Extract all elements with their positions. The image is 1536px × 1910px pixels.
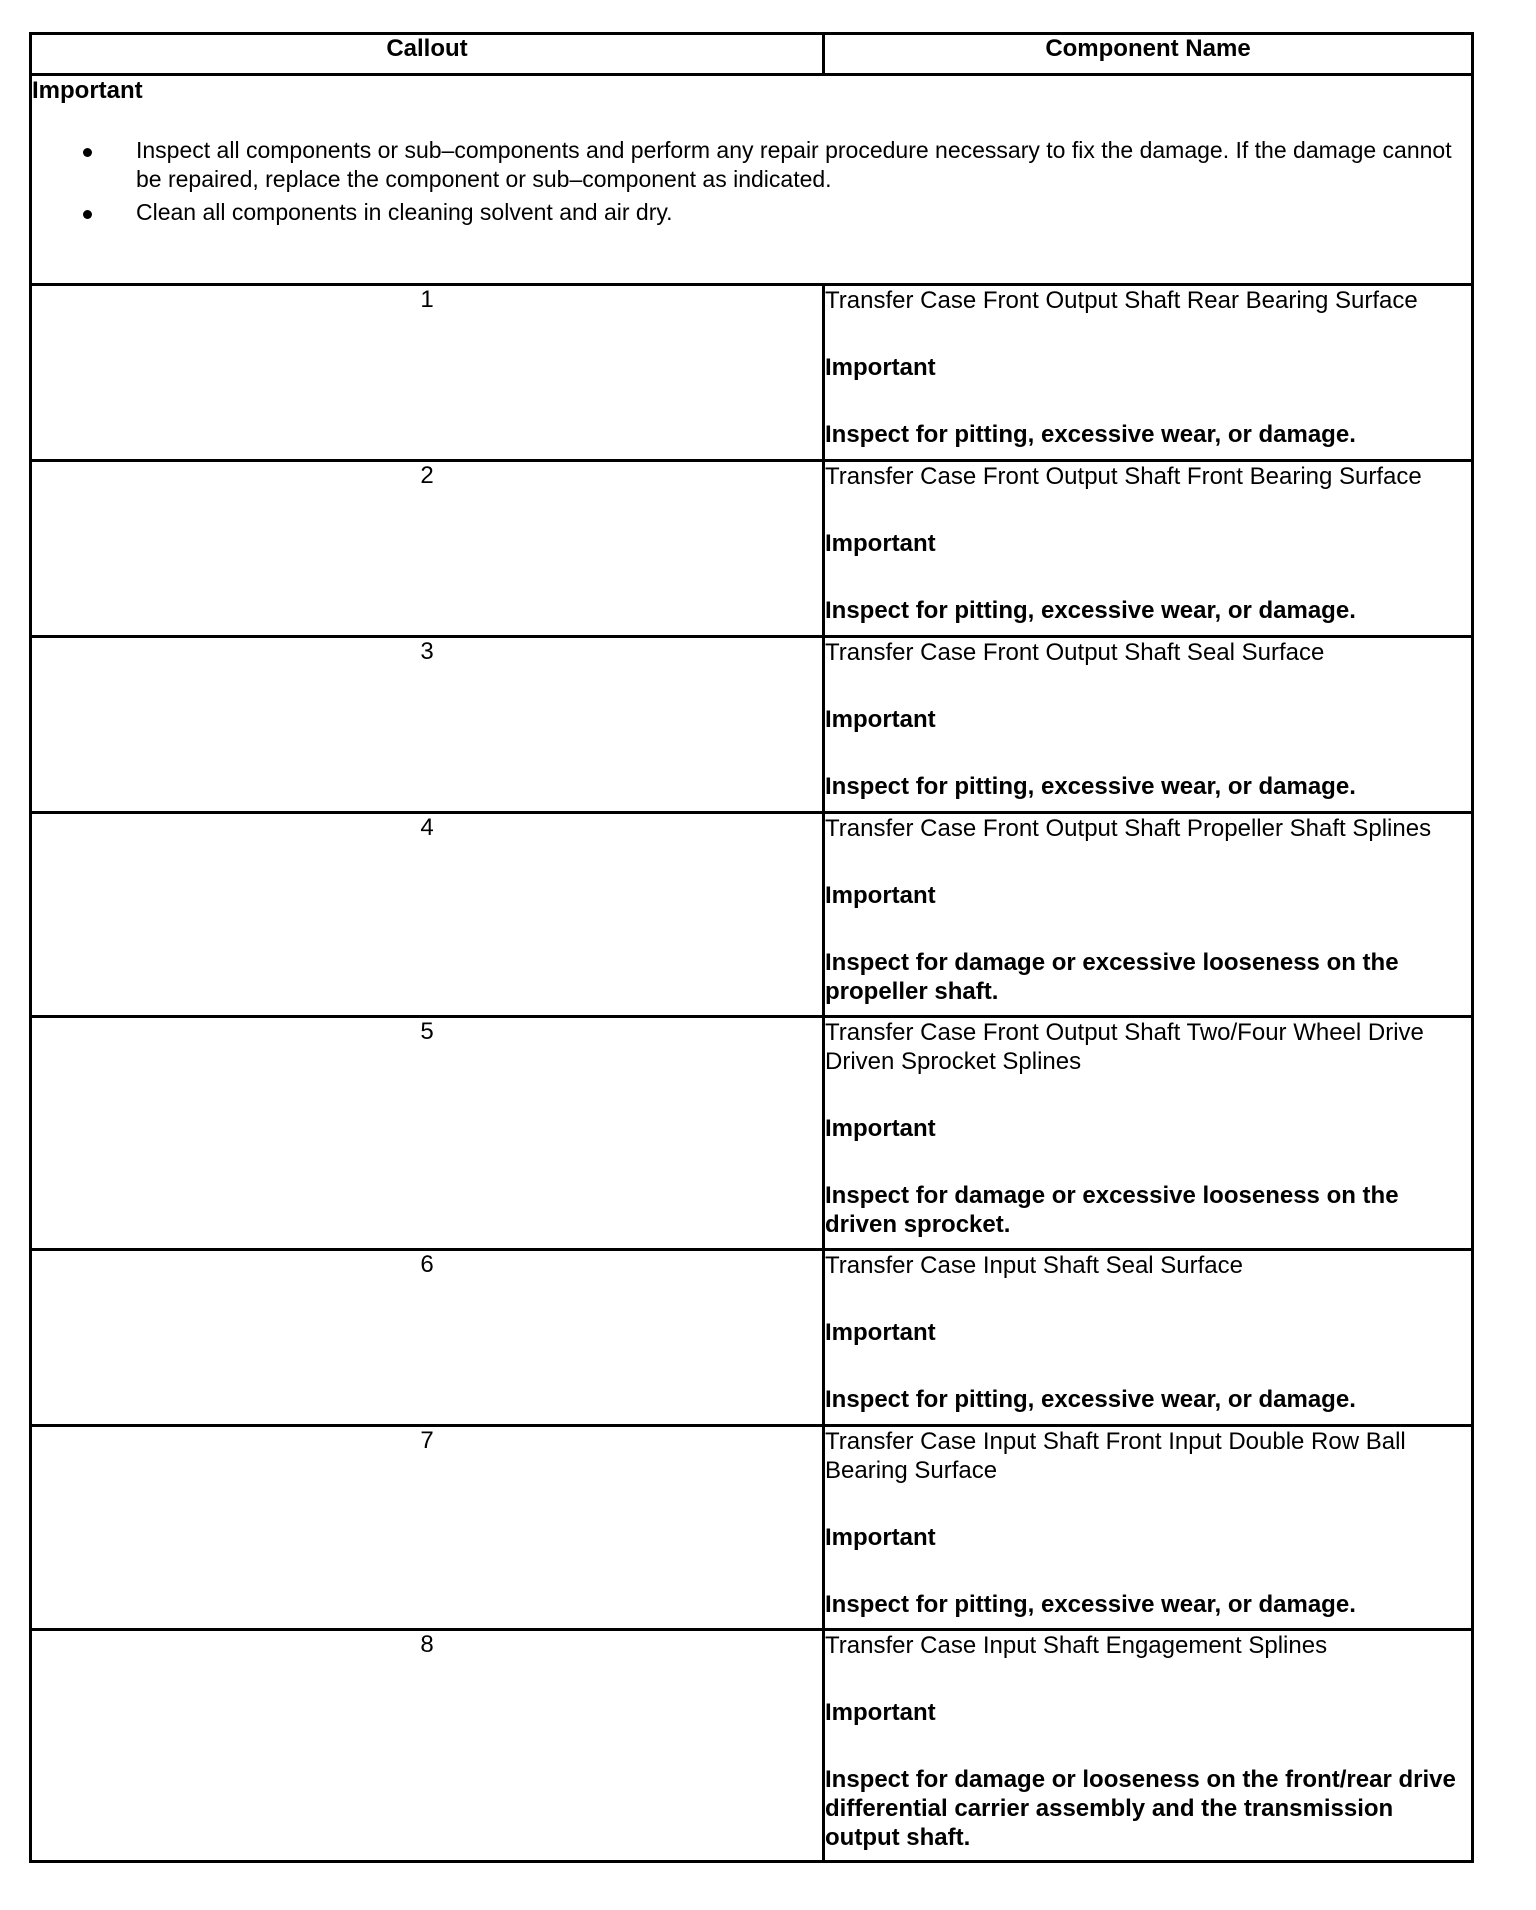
note-bullet-text: Clean all components in cleaning solvent and air dry. bbox=[136, 199, 673, 225]
note-title: Important bbox=[32, 77, 143, 104]
table-row bbox=[31, 1630, 1473, 1862]
component-name: Transfer Case Input Shaft Engagement Splines bbox=[825, 1632, 1328, 1659]
component-name: Transfer Case Front Output Shaft Propeller Shaft Splines bbox=[825, 815, 1432, 842]
component-cell bbox=[824, 1250, 1473, 1426]
note-bullet-item bbox=[136, 136, 1471, 194]
important-label: Important bbox=[825, 1699, 936, 1726]
callout-number: 2 bbox=[31, 461, 824, 637]
note-bullet-item bbox=[136, 198, 1471, 227]
component-name: Transfer Case Front Output Shaft Seal Surface bbox=[825, 639, 1325, 666]
table-row bbox=[31, 1017, 1473, 1250]
component-cell bbox=[824, 1426, 1473, 1630]
note-bullet-text: Inspect all components or sub–components and perform any repair procedure necessary to fix the damage. If the damage cannot be repaired, replace the component or sub–component as indicated. bbox=[136, 137, 1452, 192]
bullet-icon bbox=[83, 148, 92, 157]
important-text: Inspect for pitting, excessive wear, or damage. bbox=[825, 773, 1356, 800]
component-name: Transfer Case Input Shaft Seal Surface bbox=[825, 1252, 1243, 1279]
component-cell bbox=[824, 813, 1473, 1017]
callout-number: 8 bbox=[31, 1630, 824, 1862]
component-cell bbox=[824, 461, 1473, 637]
important-label: Important bbox=[825, 706, 936, 733]
component-cell bbox=[824, 637, 1473, 813]
important-label: Important bbox=[825, 354, 936, 381]
callout-number: 7 bbox=[31, 1426, 824, 1630]
component-table bbox=[29, 32, 1474, 1863]
callout-number: 4 bbox=[31, 813, 824, 1017]
important-text: Inspect for damage or excessive looseness on the driven sprocket. bbox=[825, 1182, 1399, 1238]
important-label: Important bbox=[825, 530, 936, 557]
callout-number: 5 bbox=[31, 1017, 824, 1250]
important-text: Inspect for damage or looseness on the front/rear drive differential carrier assembly and the transmission output shaft. bbox=[825, 1766, 1456, 1851]
callout-number: 6 bbox=[31, 1250, 824, 1426]
important-text: Inspect for pitting, excessive wear, or damage. bbox=[825, 1591, 1356, 1618]
table-row bbox=[31, 461, 1473, 637]
important-label: Important bbox=[825, 882, 936, 909]
callout-number: 1 bbox=[31, 285, 824, 461]
component-cell bbox=[824, 1630, 1473, 1862]
important-label: Important bbox=[825, 1319, 936, 1346]
note-bullet-list bbox=[32, 136, 1471, 227]
important-text: Inspect for pitting, excessive wear, or damage. bbox=[825, 421, 1356, 448]
important-text: Inspect for pitting, excessive wear, or damage. bbox=[825, 597, 1356, 624]
important-label: Important bbox=[825, 1115, 936, 1142]
component-name: Transfer Case Input Shaft Front Input Double Row Ball Bearing Surface bbox=[825, 1428, 1406, 1484]
table-row bbox=[31, 1426, 1473, 1630]
component-name: Transfer Case Front Output Shaft Front Bearing Surface bbox=[825, 463, 1422, 490]
component-name: Transfer Case Front Output Shaft Rear Bearing Surface bbox=[825, 287, 1418, 314]
table-row bbox=[31, 637, 1473, 813]
important-note bbox=[31, 75, 1473, 285]
component-name-column-header: Component Name bbox=[824, 34, 1473, 75]
callout-number: 3 bbox=[31, 637, 824, 813]
component-cell bbox=[824, 1017, 1473, 1250]
important-text: Inspect for damage or excessive looseness on the propeller shaft. bbox=[825, 949, 1399, 1005]
important-text: Inspect for pitting, excessive wear, or damage. bbox=[825, 1386, 1356, 1413]
important-note-row bbox=[31, 75, 1473, 285]
table-row bbox=[31, 813, 1473, 1017]
component-cell bbox=[824, 285, 1473, 461]
important-label: Important bbox=[825, 1524, 936, 1551]
callout-column-header: Callout bbox=[31, 34, 824, 75]
table-row bbox=[31, 1250, 1473, 1426]
component-name: Transfer Case Front Output Shaft Two/Four Wheel Drive Driven Sprocket Splines bbox=[825, 1019, 1424, 1075]
table-row bbox=[31, 285, 1473, 461]
header-row bbox=[31, 34, 1473, 75]
bullet-icon bbox=[83, 210, 92, 219]
